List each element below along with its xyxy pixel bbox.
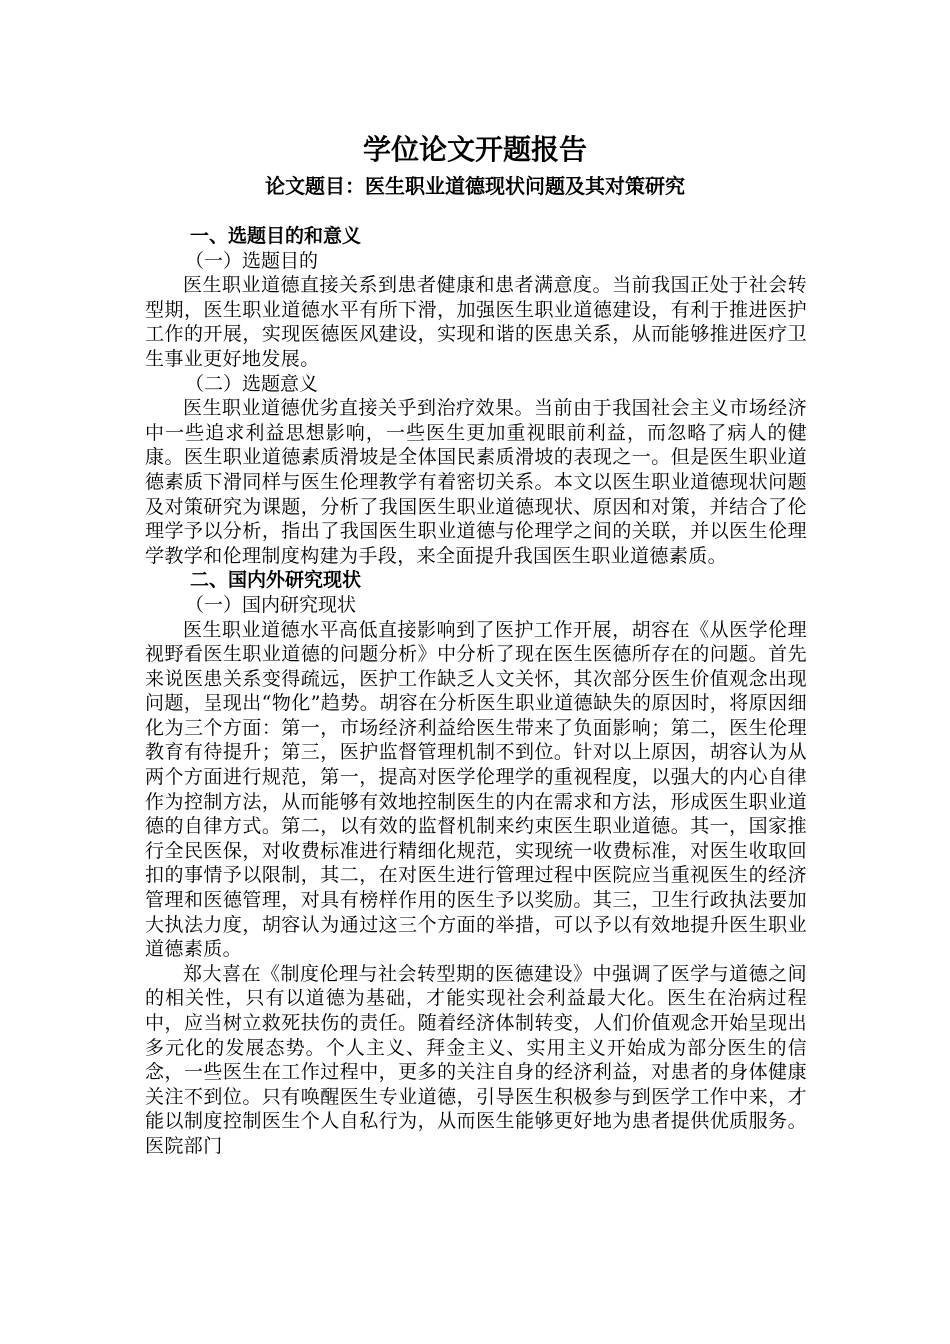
- document-title: 学位论文开题报告: [362, 133, 587, 166]
- thesis-topic: 论文题目：医生职业道德现状问题及其对策研究: [265, 174, 685, 198]
- section-heading: 二、国内外研究现状: [190, 569, 362, 592]
- subsection-heading: （一）选题目的: [185, 249, 319, 272]
- section-heading: 一、选题目的和意义: [190, 225, 362, 247]
- paragraph: 医生职业道德直接关系到患者健康和患者满意度。当前我国正处于社会转型期，医生职业道德水平有所下滑，加强医生职业道德建设，有利于推进医护工作的开展，实现医德医风建设，实现和谐的医患关系，从而能够推进医疗卫生事业更好地发展。: [145, 274, 807, 370]
- paragraph: 郑大喜在《制度伦理与社会转型期的医德建设》中强调了医学与道德之间的相关性，只有以道德为基础，才能实现社会利益最大化。医生在治病过程中，应当树立救死扶伤的责任。随着经济体制转变，人们价值观念开始呈现出多元化的发展态势。个人主义、拜金主义、实用主义开始成为部分医生的信念，一些医生在工作过程中，更多的关注自身的经济利益，对患者的身体健康关注不到位。只有唤醒医生专业道德，引导医生积极参与到医学工作中来，才能以制度控制医生个人自私行为，从而医生能够更好地为患者提供优质服务。医院部门: [145, 962, 807, 1157]
- subsection-heading: （一）国内研究现状: [185, 593, 357, 616]
- subsection-heading: （二）选题意义: [185, 372, 319, 395]
- paragraph: 医生职业道德水平高低直接影响到了医护工作开展，胡容在《从医学伦理视野看医生职业道德的问题分析》中分析了现在医生医德所存在的问题。首先来说医患关系变得疏远，医护工作缺乏人文关怀，其次部分医生价值观念出现问题，呈现出“物化”趋势。胡容在分析医生职业道德缺失的原因时，将原因细化为三个方面：第一，市场经济利益给医生带来了负面影响；第二，医生伦理教育有待提升；第三，医护监督管理机制不到位。针对以上原因，胡容认为从两个方面进行规范，第一，提高对医学伦理学的重视程度，以强大的内心自律作为控制方法，从而能够有效地控制医生的内在需求和方法，形成医生职业道德的自律方式。第二，以有效的监督机制来约束医生职业道德。其一，国家推行全民医保，对收费标准进行精细化规范，实现统一收费标准，对医生收取回扣的事情予以限制，其二，在对医生进行管理过程中医院应当重视医生的经济管理和医德管理，对具有榜样作用的医生予以奖励。其三，卫生行政执法要加大执法力度，胡容认为通过这三个方面的举措，可以予以有效地提升医生职业道德素质。: [145, 618, 807, 961]
- document-body: [145, 224, 807, 1159]
- paragraph: 医生职业道德优劣直接关乎到治疗效果。当前由于我国社会主义市场经济中一些追求利益思想影响，一些医生更加重视眼前利益，而忽略了病人的健康。医生职业道德素质滑坡是全体国民素质滑坡的表现之一。但是医生职业道德素质下滑同样与医生伦理教学有着密切关系。本文以医生职业道德现状问题及对策研究为课题，分析了我国医生职业道德现状、原因和对策，并结合了伦理学予以分析，指出了我国医生职业道德与伦理学之间的关联，并以医生伦理学教学和伦理制度构建为手段，来全面提升我国医生职业道德素质。: [145, 397, 807, 567]
